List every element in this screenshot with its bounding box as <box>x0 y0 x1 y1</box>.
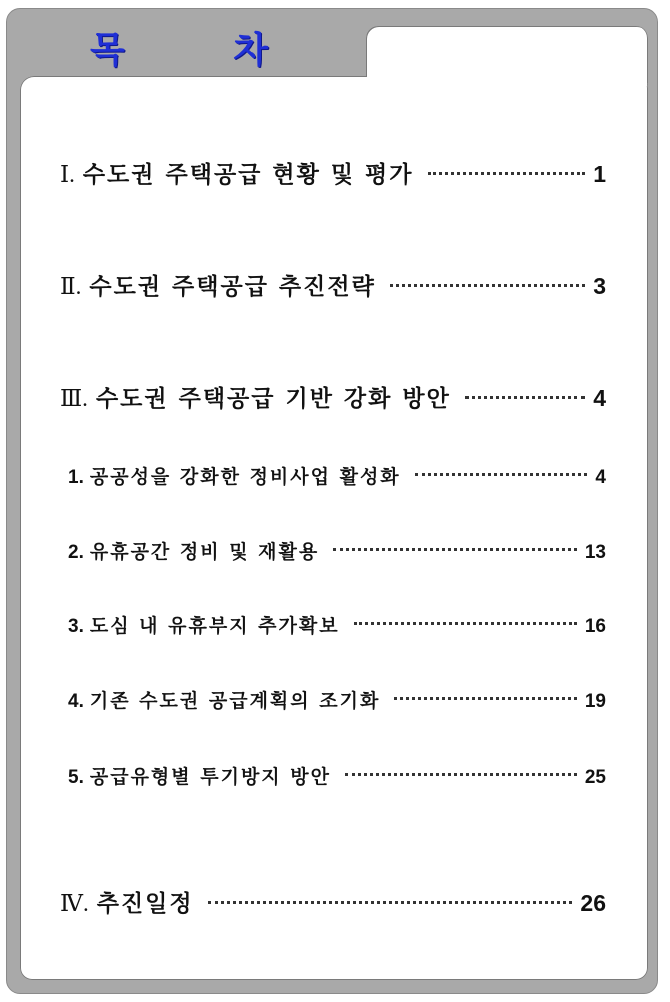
toc-entry-subsection-4[interactable] <box>68 686 606 713</box>
toc-entry-page: 4 <box>593 385 606 411</box>
toc-entry-page: 25 <box>584 767 606 788</box>
toc-entry-label: 유휴공간 정비 및 재활용 <box>89 541 320 563</box>
toc-entry-label: 수도권 주택공급 현황 및 평가 <box>82 162 414 188</box>
toc-entry-number: 4. <box>68 691 84 712</box>
toc-entry-subsection-1[interactable] <box>68 462 606 489</box>
toc-entry-label: 수도권 주택공급 기반 강화 방안 <box>95 386 451 412</box>
dotted-leader <box>390 284 585 287</box>
toc-entry-page: 19 <box>584 691 606 712</box>
dotted-leader <box>208 901 573 904</box>
dotted-leader <box>354 622 577 625</box>
toc-entry-page: 13 <box>584 542 606 563</box>
toc-entry-label: 공급유형별 투기방지 방안 <box>89 766 331 788</box>
toc-entry-number: Ⅲ. <box>60 386 88 411</box>
toc-panel <box>20 76 648 980</box>
toc-entry-section-2[interactable] <box>60 268 606 301</box>
toc-entry-subsection-5[interactable] <box>68 762 606 789</box>
toc-entry-number: Ⅳ. <box>60 891 89 916</box>
toc-entry-page: 4 <box>595 467 606 488</box>
dotted-leader <box>394 697 577 700</box>
page-title: 목 차 <box>90 30 317 71</box>
toc-entry-number: 3. <box>68 616 84 637</box>
toc-entry-number: 2. <box>68 542 84 563</box>
toc-entry-section-4[interactable] <box>60 885 606 918</box>
toc-entry-section-3[interactable] <box>60 380 606 413</box>
toc-entry-label: 도심 내 유휴부지 추가확보 <box>89 615 340 637</box>
toc-entry-section-1[interactable] <box>60 156 606 189</box>
toc-entry-number: Ⅱ. <box>60 274 82 299</box>
toc-entry-label: 수도권 주택공급 추진전략 <box>89 274 376 300</box>
title-tab <box>6 8 366 70</box>
toc-entry-number: 1. <box>68 467 84 488</box>
dotted-leader <box>415 473 588 476</box>
toc-entry-subsection-2[interactable] <box>68 537 606 564</box>
toc-entry-page: 26 <box>580 890 606 916</box>
toc-entry-label: 추진일정 <box>96 891 194 917</box>
toc-entry-number: Ⅰ. <box>60 162 75 187</box>
panel-joint <box>367 66 647 86</box>
dotted-leader <box>345 773 577 776</box>
dotted-leader <box>465 396 585 399</box>
toc-entry-page: 3 <box>593 273 606 299</box>
toc-entry-number: 5. <box>68 767 84 788</box>
toc-entry-label: 공공성을 강화한 정비사업 활성화 <box>89 466 401 488</box>
dotted-leader <box>428 172 586 175</box>
toc-entry-label: 기존 수도권 공급계획의 조기화 <box>89 690 381 712</box>
toc-entry-subsection-3[interactable] <box>68 611 606 638</box>
toc-entry-page: 16 <box>584 616 606 637</box>
dotted-leader <box>333 548 577 551</box>
toc-entry-page: 1 <box>593 161 606 187</box>
